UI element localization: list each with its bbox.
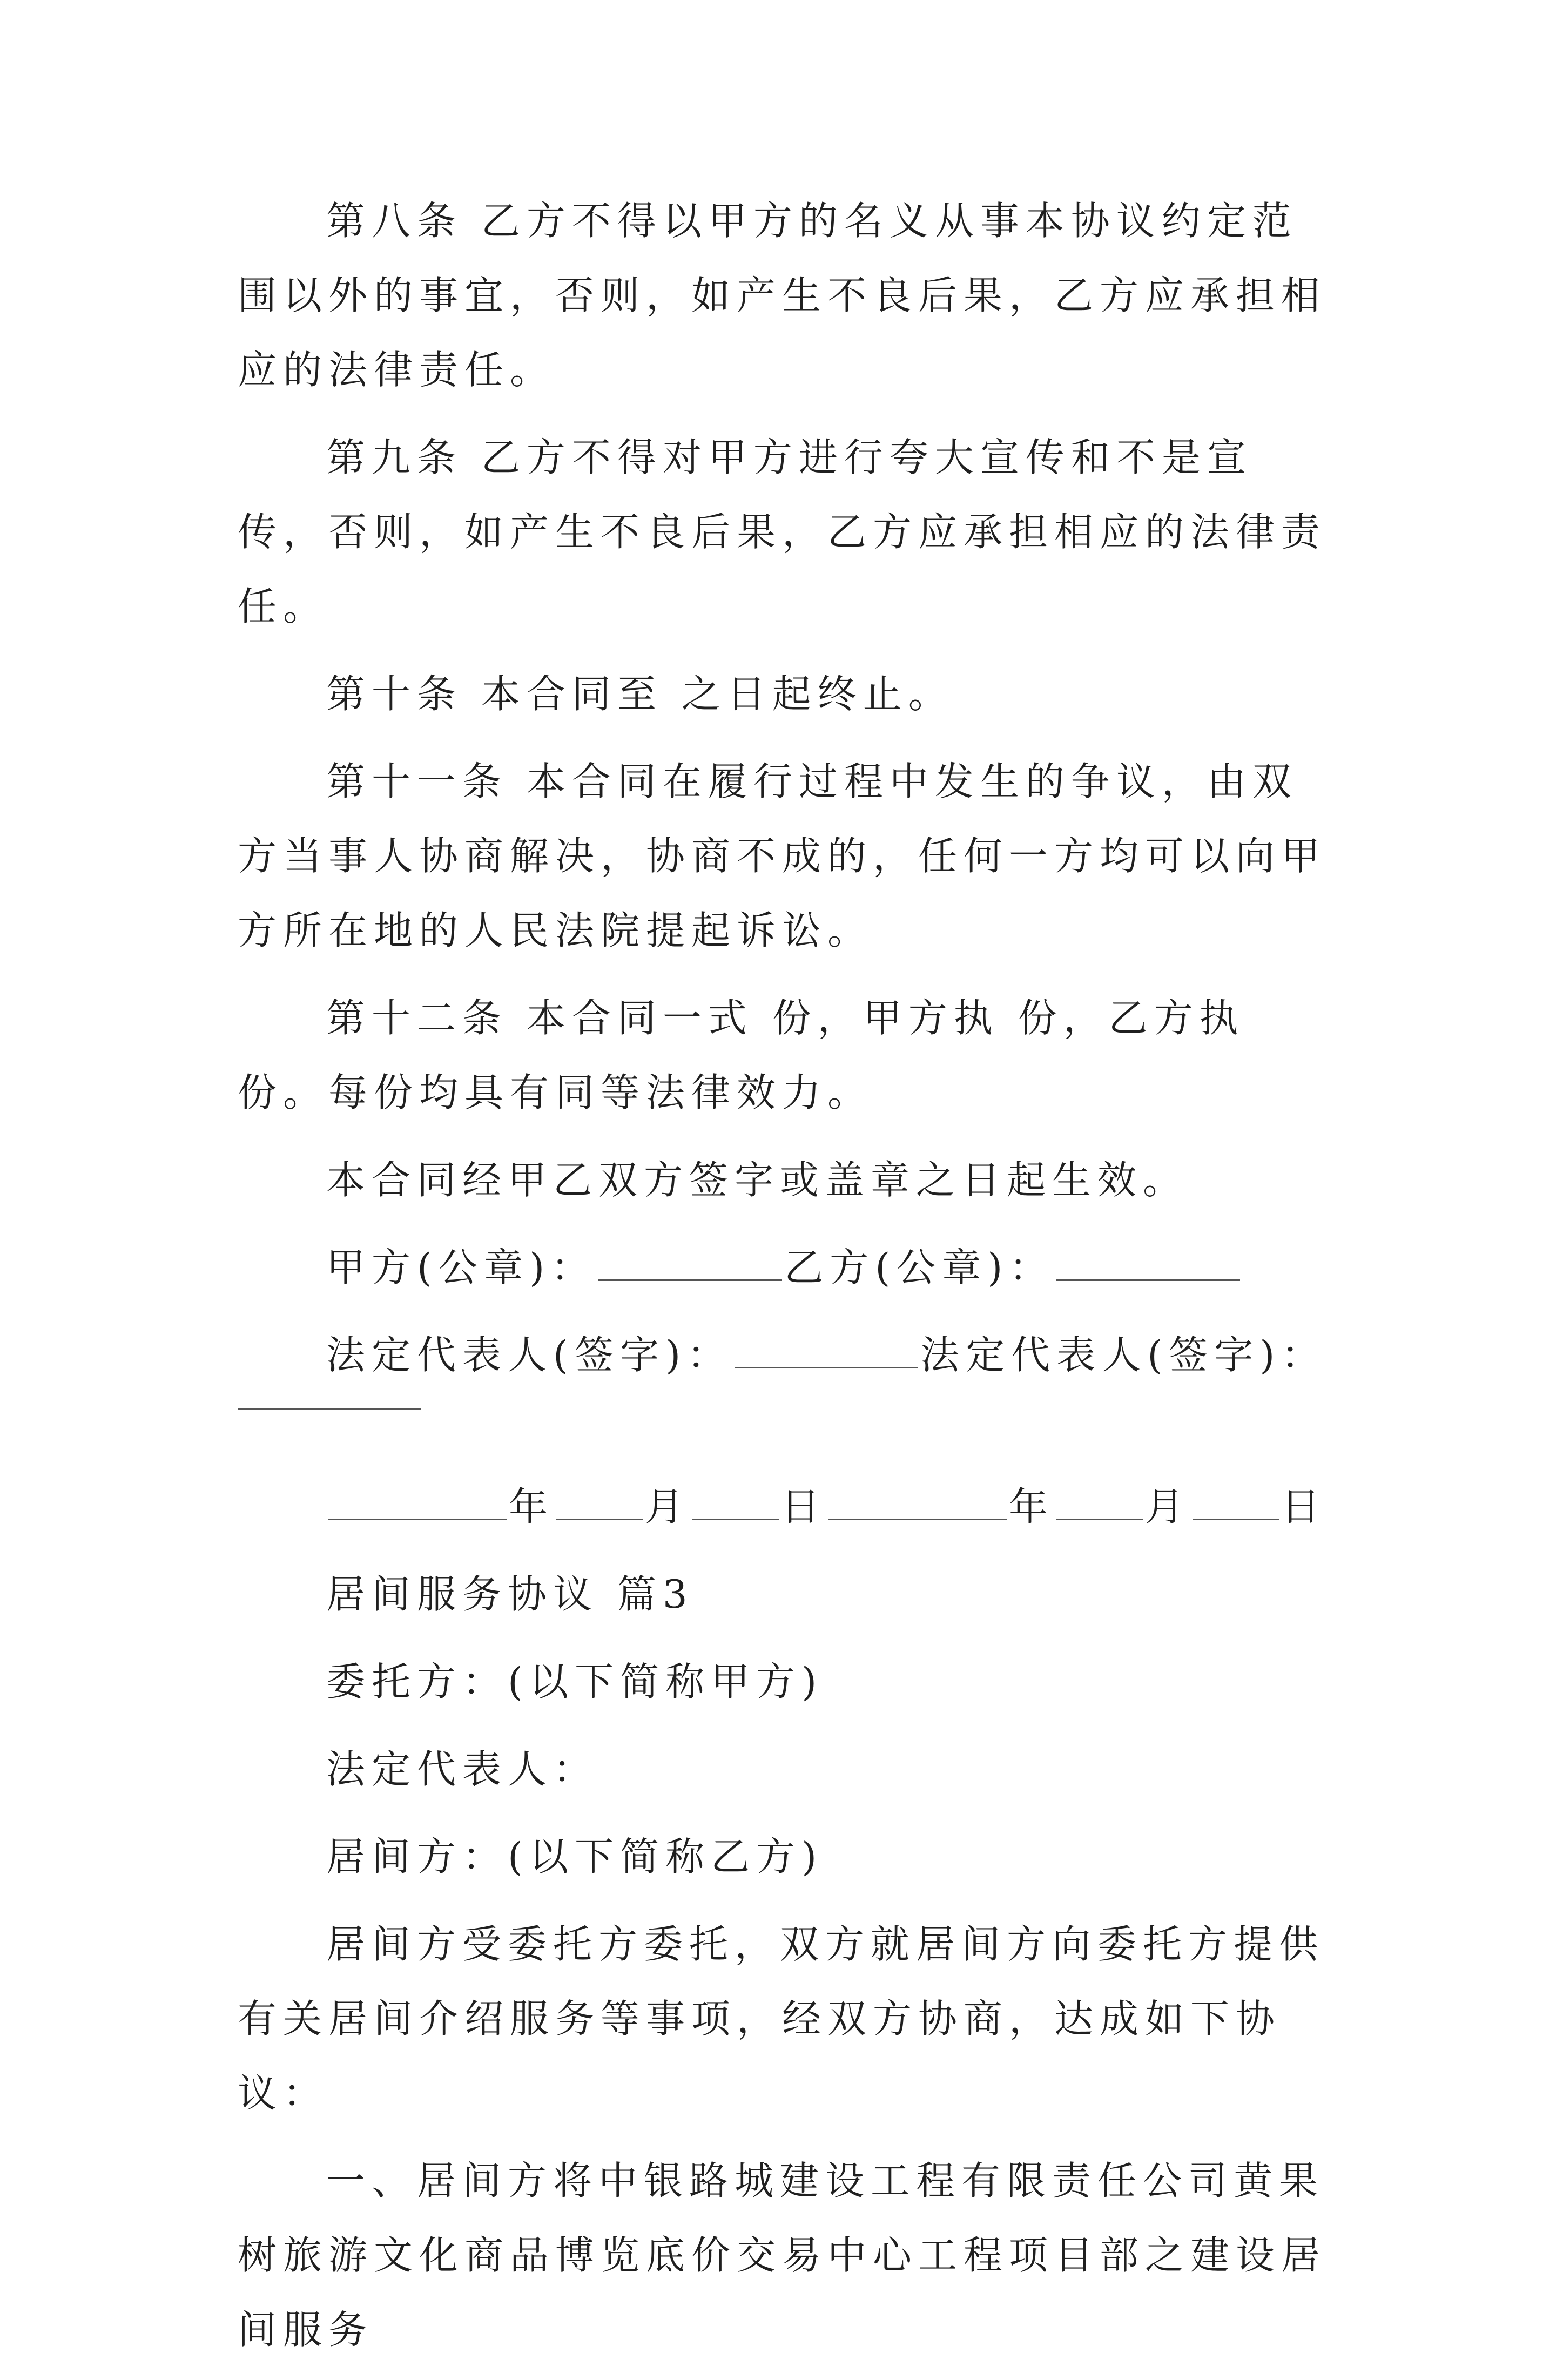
agreement-3-intro: 居间方受委托方委托，双方就居间方向委托方提供有关居间介绍服务等事项，经双方协商，达成如下协议： (238, 1921, 1325, 2116)
legal-rep-line: 法定代表人： (326, 1747, 599, 1792)
rep-a-label: 法定代表人(签字)： (326, 1332, 733, 1378)
intermediary-line: 居间方：(以下简称乙方) (326, 1834, 824, 1879)
representative-line (238, 1318, 1334, 1392)
party-a-seal-blank (598, 1240, 782, 1281)
date-b-year-blank (828, 1480, 1007, 1520)
article-10: 第十条 本合同至 之日起终止。 (326, 671, 954, 717)
agreement-3-title: 居间服务协议 篇3 (326, 1572, 694, 1617)
date-line (238, 1469, 1334, 1544)
seal-line (238, 1230, 1334, 1305)
date-a-day-label: 日 (781, 1484, 827, 1529)
party-b-seal-blank (1056, 1240, 1240, 1281)
article-11: 第十一条 本合同在履行过程中发生的争议，由双方当事人协商解决，协商不成的，任何一方均可以向甲方所在地的人民法院提起诉讼。 (238, 759, 1327, 953)
date-b-month-blank (1056, 1480, 1143, 1520)
rep-a-blank (735, 1328, 918, 1368)
article-12: 第十二条 本合同一式 份，甲方执 份，乙方执 份。每份均具有同等法律效力。 (238, 995, 1245, 1115)
date-b-month-label: 月 (1145, 1484, 1191, 1529)
rep-b-blank (238, 1408, 421, 1410)
article-8: 第八条 乙方不得以甲方的名义从事本协议约定范围以外的事宜，否则，如产生不良后果，乙方应承担相应的法律责任。 (238, 198, 1327, 393)
party-a-seal-label: 甲方(公章)： (326, 1245, 597, 1290)
party-b-seal-label: 乙方(公章)： (784, 1245, 1055, 1290)
date-b-day-blank (1193, 1480, 1279, 1520)
date-a-year-label: 年 (509, 1484, 555, 1529)
date-a-month-blank (556, 1480, 643, 1520)
client-line: 委托方：(以下简称甲方) (326, 1659, 824, 1704)
document-body (238, 184, 1334, 2380)
date-a-month-label: 月 (645, 1484, 691, 1529)
agreement-3-clause-1: 一、居间方将中银路城建设工程有限责任公司黄果树旅游文化商品博览底价交易中心工程项目部之建设居间服务 (238, 2158, 1327, 2352)
date-a-day-blank (692, 1480, 779, 1520)
effective-clause: 本合同经甲乙双方签字或盖章之日起生效。 (326, 1157, 1189, 1203)
date-b-year-label: 年 (1009, 1484, 1055, 1529)
date-b-day-label: 日 (1281, 1484, 1327, 1529)
date-a-year-blank (328, 1480, 507, 1520)
rep-b-label: 法定代表人(签字)： (920, 1332, 1327, 1378)
article-9: 第九条 乙方不得对甲方进行夸大宣传和不是宣传，否则，如产生不良后果，乙方应承担相应的法律责任。 (238, 435, 1327, 629)
